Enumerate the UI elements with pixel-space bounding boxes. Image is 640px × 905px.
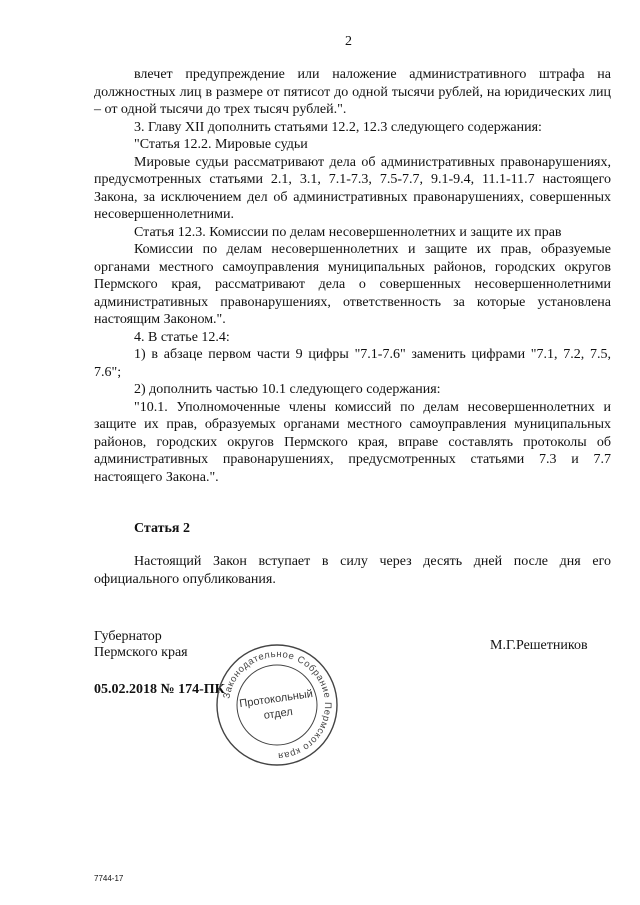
official-stamp	[212, 640, 342, 770]
stamp-center-line2: отдел	[262, 705, 294, 722]
date-and-number: 05.02.2018 № 174-ПК	[94, 682, 225, 697]
paragraph: "10.1. Уполномоченные члены комиссий по делам несовершеннолетних и защите их прав, образуемых органами местного самоуправления муниципальных районов, городских округов Пермского края, вправе составлять протоколы об административных правонарушениях, предусмотренных статьями 7.3 и 7.7 настоящего Закона.".	[94, 399, 611, 485]
paragraph: 1) в абзаце первом части 9 цифры "7.1-7.6" заменить цифрами "7.1, 7.2, 7.5, 7.6";	[94, 347, 611, 380]
paragraph: Комиссии по делам несовершеннолетних и защите их прав, образуемые органами местного самоуправления муниципальных районов, городских округов Пермского края, рассматривают дела о совершенных несовершеннолетними административных правонарушениях, ответственность за которые установлена настоящим Законом.".	[94, 242, 611, 327]
signature-name: М.Г.Решетников	[490, 638, 588, 653]
svg-text:Законодательное Собрание Пермс	[221, 649, 333, 761]
paragraph: 2) дополнить частью 10.1 следующего содержания:	[134, 382, 441, 397]
paragraph: 3. Главу XII дополнить статьями 12.2, 12.3 следующего содержания:	[134, 119, 542, 135]
paragraph: Мировые судьи рассматривают дела об административных правонарушениях, предусмотренных статьями 2.1, 3.1, 7.1-7.3, 7.5-7.7, 9.1-9.4, 11.1-11.7 настоящего Закона, за исключением дел об административных правонарушениях, совершенных несовершеннолетними.	[94, 154, 611, 222]
paragraph: "Статья 12.2. Мировые судьи	[134, 137, 308, 152]
footer-code: 7744-17	[94, 874, 124, 883]
governor-region: Пермского края	[94, 645, 188, 660]
paragraph: влечет предупреждение или наложение административного штрафа на должностных лиц в размере от пятисот до одной тысячи рублей, на юридических лиц – от одной тысячи до трех тысяч рублей.".	[94, 67, 611, 117]
document-body	[94, 66, 611, 486]
paragraph: Настоящий Закон вступает в силу через десять дней после дня его официального опубликования.	[94, 554, 611, 587]
governor-title: Губернатор	[94, 629, 162, 644]
stamp-center-line1: Протокольный	[238, 687, 314, 711]
page-number: 2	[345, 34, 352, 49]
article-heading: Статья 2	[134, 521, 190, 536]
stamp-ring-text: Законодательное Собрание Пермского края	[221, 648, 334, 762]
paragraph: Статья 12.3. Комиссии по делам несовершеннолетних и защите их прав	[134, 224, 562, 240]
paragraph: 4. В статье 12.4:	[134, 329, 230, 345]
final-provision	[94, 553, 611, 588]
